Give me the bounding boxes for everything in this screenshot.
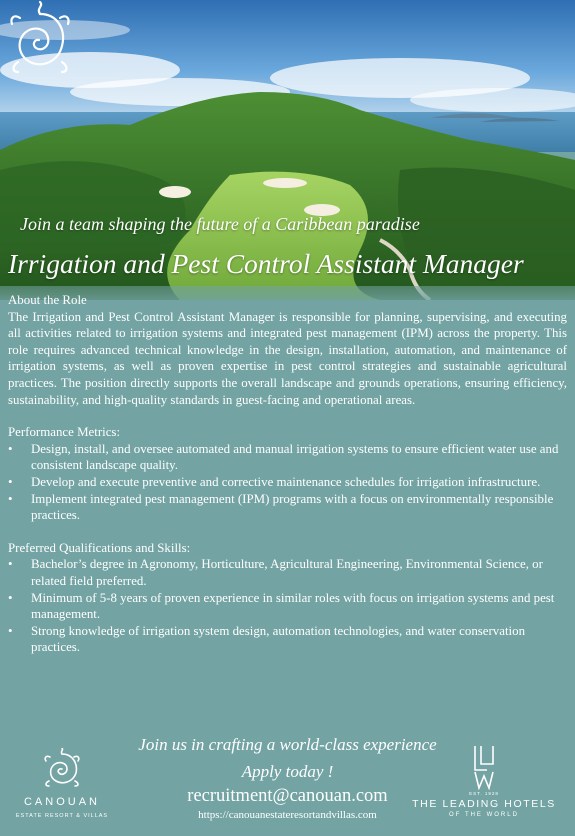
turtle-icon [40,748,84,788]
lhw-monogram-icon [469,744,499,790]
hero-image [0,0,575,300]
about-heading: About the Role [8,293,87,307]
qualifications-list [8,556,567,656]
website-link[interactable]: https://canouanestateresortandvillas.com [198,809,377,821]
list-item: • Design, install, and oversee automated and manual irrigation systems to ensure efficient water use and consistent landscape quality. [8,441,567,474]
list-item: • Develop and execute preventive and corrective maintenance schedules for irrigation infrastructure. [8,474,567,491]
apply-today-text: Apply today ! [241,762,334,781]
lhw-logo [404,744,564,828]
canouan-logo [6,748,118,828]
lhw-name: THE LEADING HOTELS [412,798,556,810]
list-item: • Bachelor’s degree in Agronomy, Horticulture, Agricultural Engineering, Environmental Science, or related field preferred. [8,556,567,589]
list-item: • Implement integrated pest management (IPM) programs with a focus on environmentally responsible practices. [8,491,567,524]
lhw-established: EST. 1928 [469,791,499,796]
canouan-subtitle: ESTATE RESORT & VILLAS [15,813,109,819]
performance-list [8,441,567,524]
job-title: Irrigation and Pest Control Assistant Manager [8,248,524,279]
job-description [8,292,567,656]
section-spacer [8,408,567,424]
cta-headline: Join us in crafting a world-class experience [138,735,437,754]
performance-heading: Performance Metrics: [8,425,121,440]
lhw-subtitle: OF THE WORLD [449,812,519,818]
qualifications-heading: Preferred Qualifications and Skills: [8,540,191,555]
recruitment-email-link[interactable]: recruitment@canouan.com [187,786,388,806]
canouan-name: CANOUAN [23,796,100,808]
section-spacer [8,524,567,540]
spiral-turtle-icon [0,0,80,80]
about-body: The Irrigation and Pest Control Assistant Manager is responsible for planning, supervising, and executing all activities related to irrigation systems and integrated pest management (IPM) across the property. This role requires advanced technical knowledge in the design, installation, automation, and maintenance of irrigation systems, as well as proven expertise in pest control strategies and sustainable agricultural practices. The position directly supports the overall landscape and grounds operations, ensuring efficiency, sustainability, and high-quality standards in guest-facing and operational areas. [8,309,567,407]
list-item: • Strong knowledge of irrigation system design, automation technologies, and water conservation practices. [8,623,567,656]
list-item: • Minimum of 5-8 years of proven experience in similar roles with focus on irrigation systems and pest management. [8,590,567,623]
hero-tagline: Join a team shaping the future of a Caribbean paradise [20,214,420,234]
